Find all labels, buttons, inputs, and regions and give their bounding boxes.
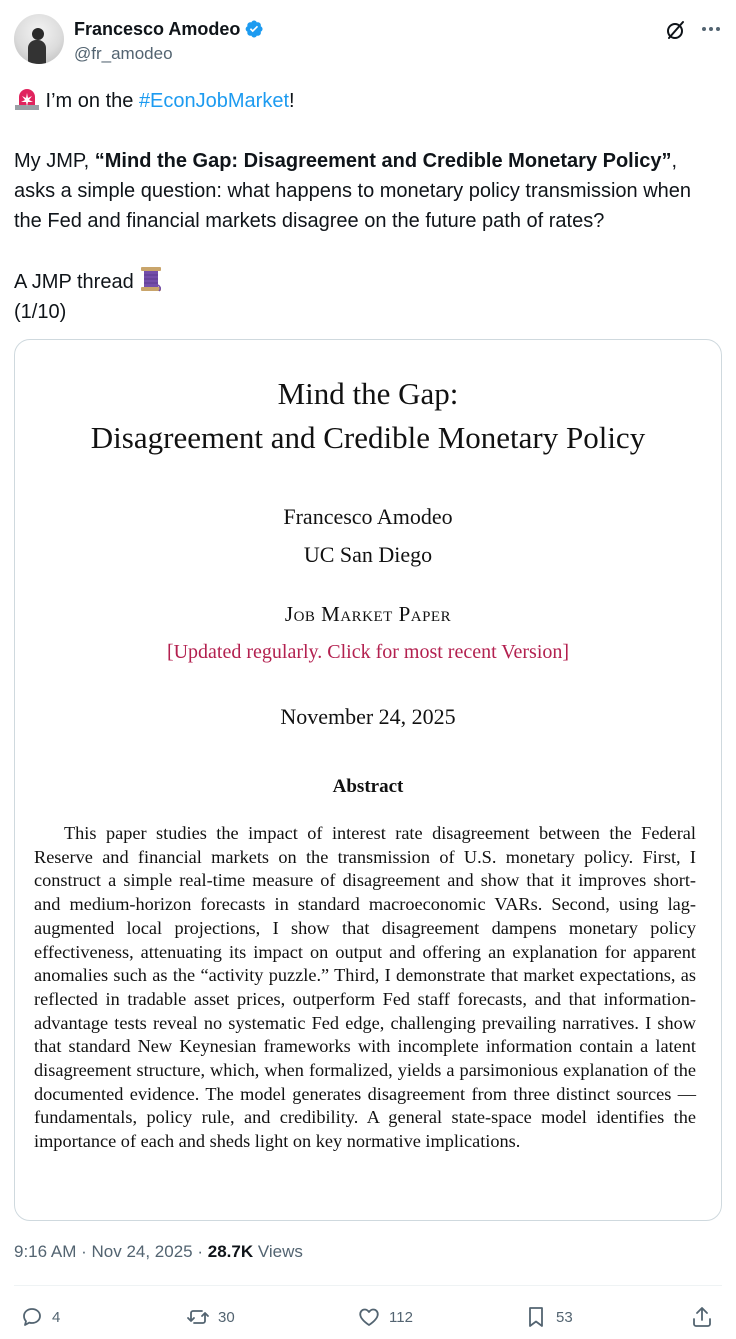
repost-count: 30: [218, 1308, 235, 1326]
paper-label: Job Market Paper: [284, 602, 452, 626]
paper-title-line-2: Disagreement and Credible Monetary Policy: [90, 420, 646, 455]
grok-icon[interactable]: [664, 18, 688, 42]
paper-title-line-1: Mind the Gap:: [277, 376, 459, 411]
author-name-row[interactable]: [74, 18, 264, 40]
bookmark-count: 53: [556, 1308, 573, 1326]
views-count: 28.7K: [207, 1242, 254, 1261]
views-label: Views: [253, 1242, 303, 1261]
tweet-text: , asks a simple question: what happens to monetary policy transmission when the Fed and financial markets disagree on the future path of rates?: [14, 150, 692, 232]
divider: [14, 1285, 722, 1286]
separator: ·: [192, 1242, 208, 1261]
paper-version-link[interactable]: [Updated regularly. Click for most recent Version]: [166, 641, 570, 663]
media-image[interactable]: [14, 339, 722, 1221]
tweet-meta: [14, 1240, 303, 1264]
author-name[interactable]: Francesco Amodeo: [74, 19, 241, 39]
separator: ·: [76, 1242, 92, 1261]
paper-date: November 24, 2025: [280, 704, 456, 729]
abstract-text: This paper studies the impact of interest rate disagreement between the Federal Reserve and financial markets on the transmission of U.S. monetary policy. First, I construct a simple real-time measure of disagreement and show that it improves short- and medium-horizon forecasts in standard macroeconomic VARs. Second, using lag-augmented local projections, I show that disagreement dampens monetary policy effectiveness, attenuating its impact on output and offering an explanation for apparent anomalies such as the “activity puzzle.” Third, I demonstrate that market expectations, as reflected in tradable asset prices, outperform Fed staff forecasts, and that information-advantage tests reveal no systematic Fed edge, challenging prevailing narratives. I show that standard New Keynesian frameworks with incomplete information contain a latent disagreement structure, which, when formalized, yields a parsimonious explanation of the documented evidence. The model generates disagreement from three distinct sources — fundamentals, policy rule, and credibility. A general state-space model identifies the importance of each and sheds light on key normative implications.: [34, 823, 696, 1152]
siren-emoji: [14, 87, 40, 111]
tweet-text: I’m on the: [40, 90, 139, 112]
tweet-date[interactable]: Nov 24, 2025: [91, 1242, 193, 1261]
reply-button[interactable]: [20, 1303, 60, 1331]
verified-badge-icon: [244, 19, 264, 39]
hashtag-link[interactable]: #EconJobMarket: [138, 90, 290, 112]
repost-icon: [186, 1305, 210, 1329]
repost-button[interactable]: [186, 1303, 235, 1331]
share-icon: [690, 1305, 714, 1329]
tweet-paragraph-2: [14, 146, 722, 236]
tweet-text: A JMP thread: [14, 271, 140, 293]
heart-icon: [357, 1305, 381, 1329]
paper-affiliation: UC San Diego: [303, 542, 433, 567]
abstract-body: [34, 822, 696, 1154]
tweet-text: My JMP,: [14, 150, 95, 172]
like-button[interactable]: [357, 1303, 413, 1331]
paper-author: Francesco Amodeo: [283, 504, 453, 529]
reply-icon: [20, 1305, 44, 1329]
reply-count: 4: [52, 1308, 61, 1326]
tweet-time[interactable]: 9:16 AM: [14, 1242, 77, 1261]
bookmark-button[interactable]: [524, 1303, 573, 1331]
tweet-paragraph-3: [14, 266, 722, 327]
tweet-line-1: [14, 86, 722, 116]
share-button[interactable]: [690, 1303, 722, 1331]
thread-counter: (1/10): [14, 301, 67, 323]
author-handle[interactable]: @fr_amodeo: [74, 44, 173, 63]
abstract-heading: Abstract: [332, 776, 404, 797]
more-icon[interactable]: [700, 18, 722, 40]
spool-emoji: [139, 266, 163, 292]
tweet-text: !: [289, 90, 295, 112]
like-count: 112: [389, 1308, 413, 1326]
bookmark-icon: [524, 1305, 548, 1329]
avatar[interactable]: [14, 14, 64, 64]
paper-title-bold: “Mind the Gap: Disagreement and Credible Monetary Policy”: [94, 150, 672, 172]
